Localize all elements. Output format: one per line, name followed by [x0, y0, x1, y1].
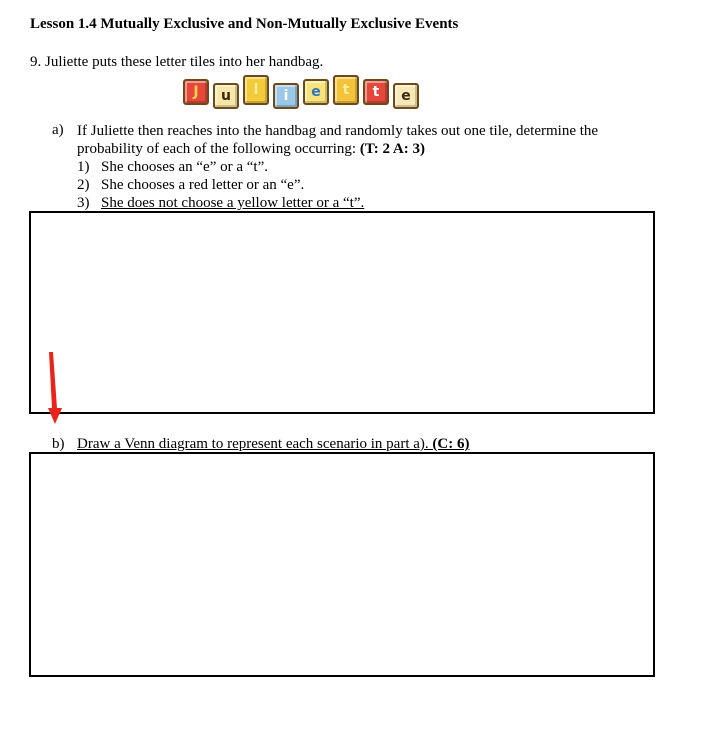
part-a-text: If Juliette then reaches into the handbag and randomly takes out one tile, determine the probability of each of the following occurring: (T: 2 A: 3): [77, 123, 599, 157]
answer-box-part-b[interactable]: [29, 452, 655, 677]
tile-e: e: [303, 79, 329, 105]
part-a-label: a): [52, 122, 64, 138]
tile-t: t: [363, 79, 389, 105]
part-b-text: Draw a Venn diagram to represent each scenario in part a).: [77, 436, 433, 452]
part-a-item-2: 2) She chooses a red letter or an “e”.: [77, 177, 305, 193]
part-a-item-3: 3) She does not choose a yellow letter or a “t”.: [77, 195, 365, 211]
answer-box-part-a[interactable]: [29, 211, 655, 414]
red-arrow-icon: [45, 352, 65, 424]
part-a-marks: (T: 2 A: 3): [359, 141, 425, 157]
tile-e: e: [393, 83, 419, 109]
tile-l: l: [243, 75, 269, 105]
lesson-title: Lesson 1.4 Mutually Exclusive and Non-Mutually Exclusive Events: [30, 16, 459, 32]
part-b-label: b): [52, 436, 65, 452]
tile-u: u: [213, 83, 239, 109]
tile-i: i: [273, 83, 299, 109]
tile-j: J: [183, 79, 209, 105]
part-b-marks: (C: 6): [432, 436, 470, 452]
question-text: 9. Juliette puts these letter tiles into her handbag.: [30, 54, 324, 70]
tile-t: t: [333, 75, 359, 105]
part-a-item-1: 1) She chooses an “e” or a “t”.: [77, 159, 269, 175]
part-b: [52, 436, 469, 453]
